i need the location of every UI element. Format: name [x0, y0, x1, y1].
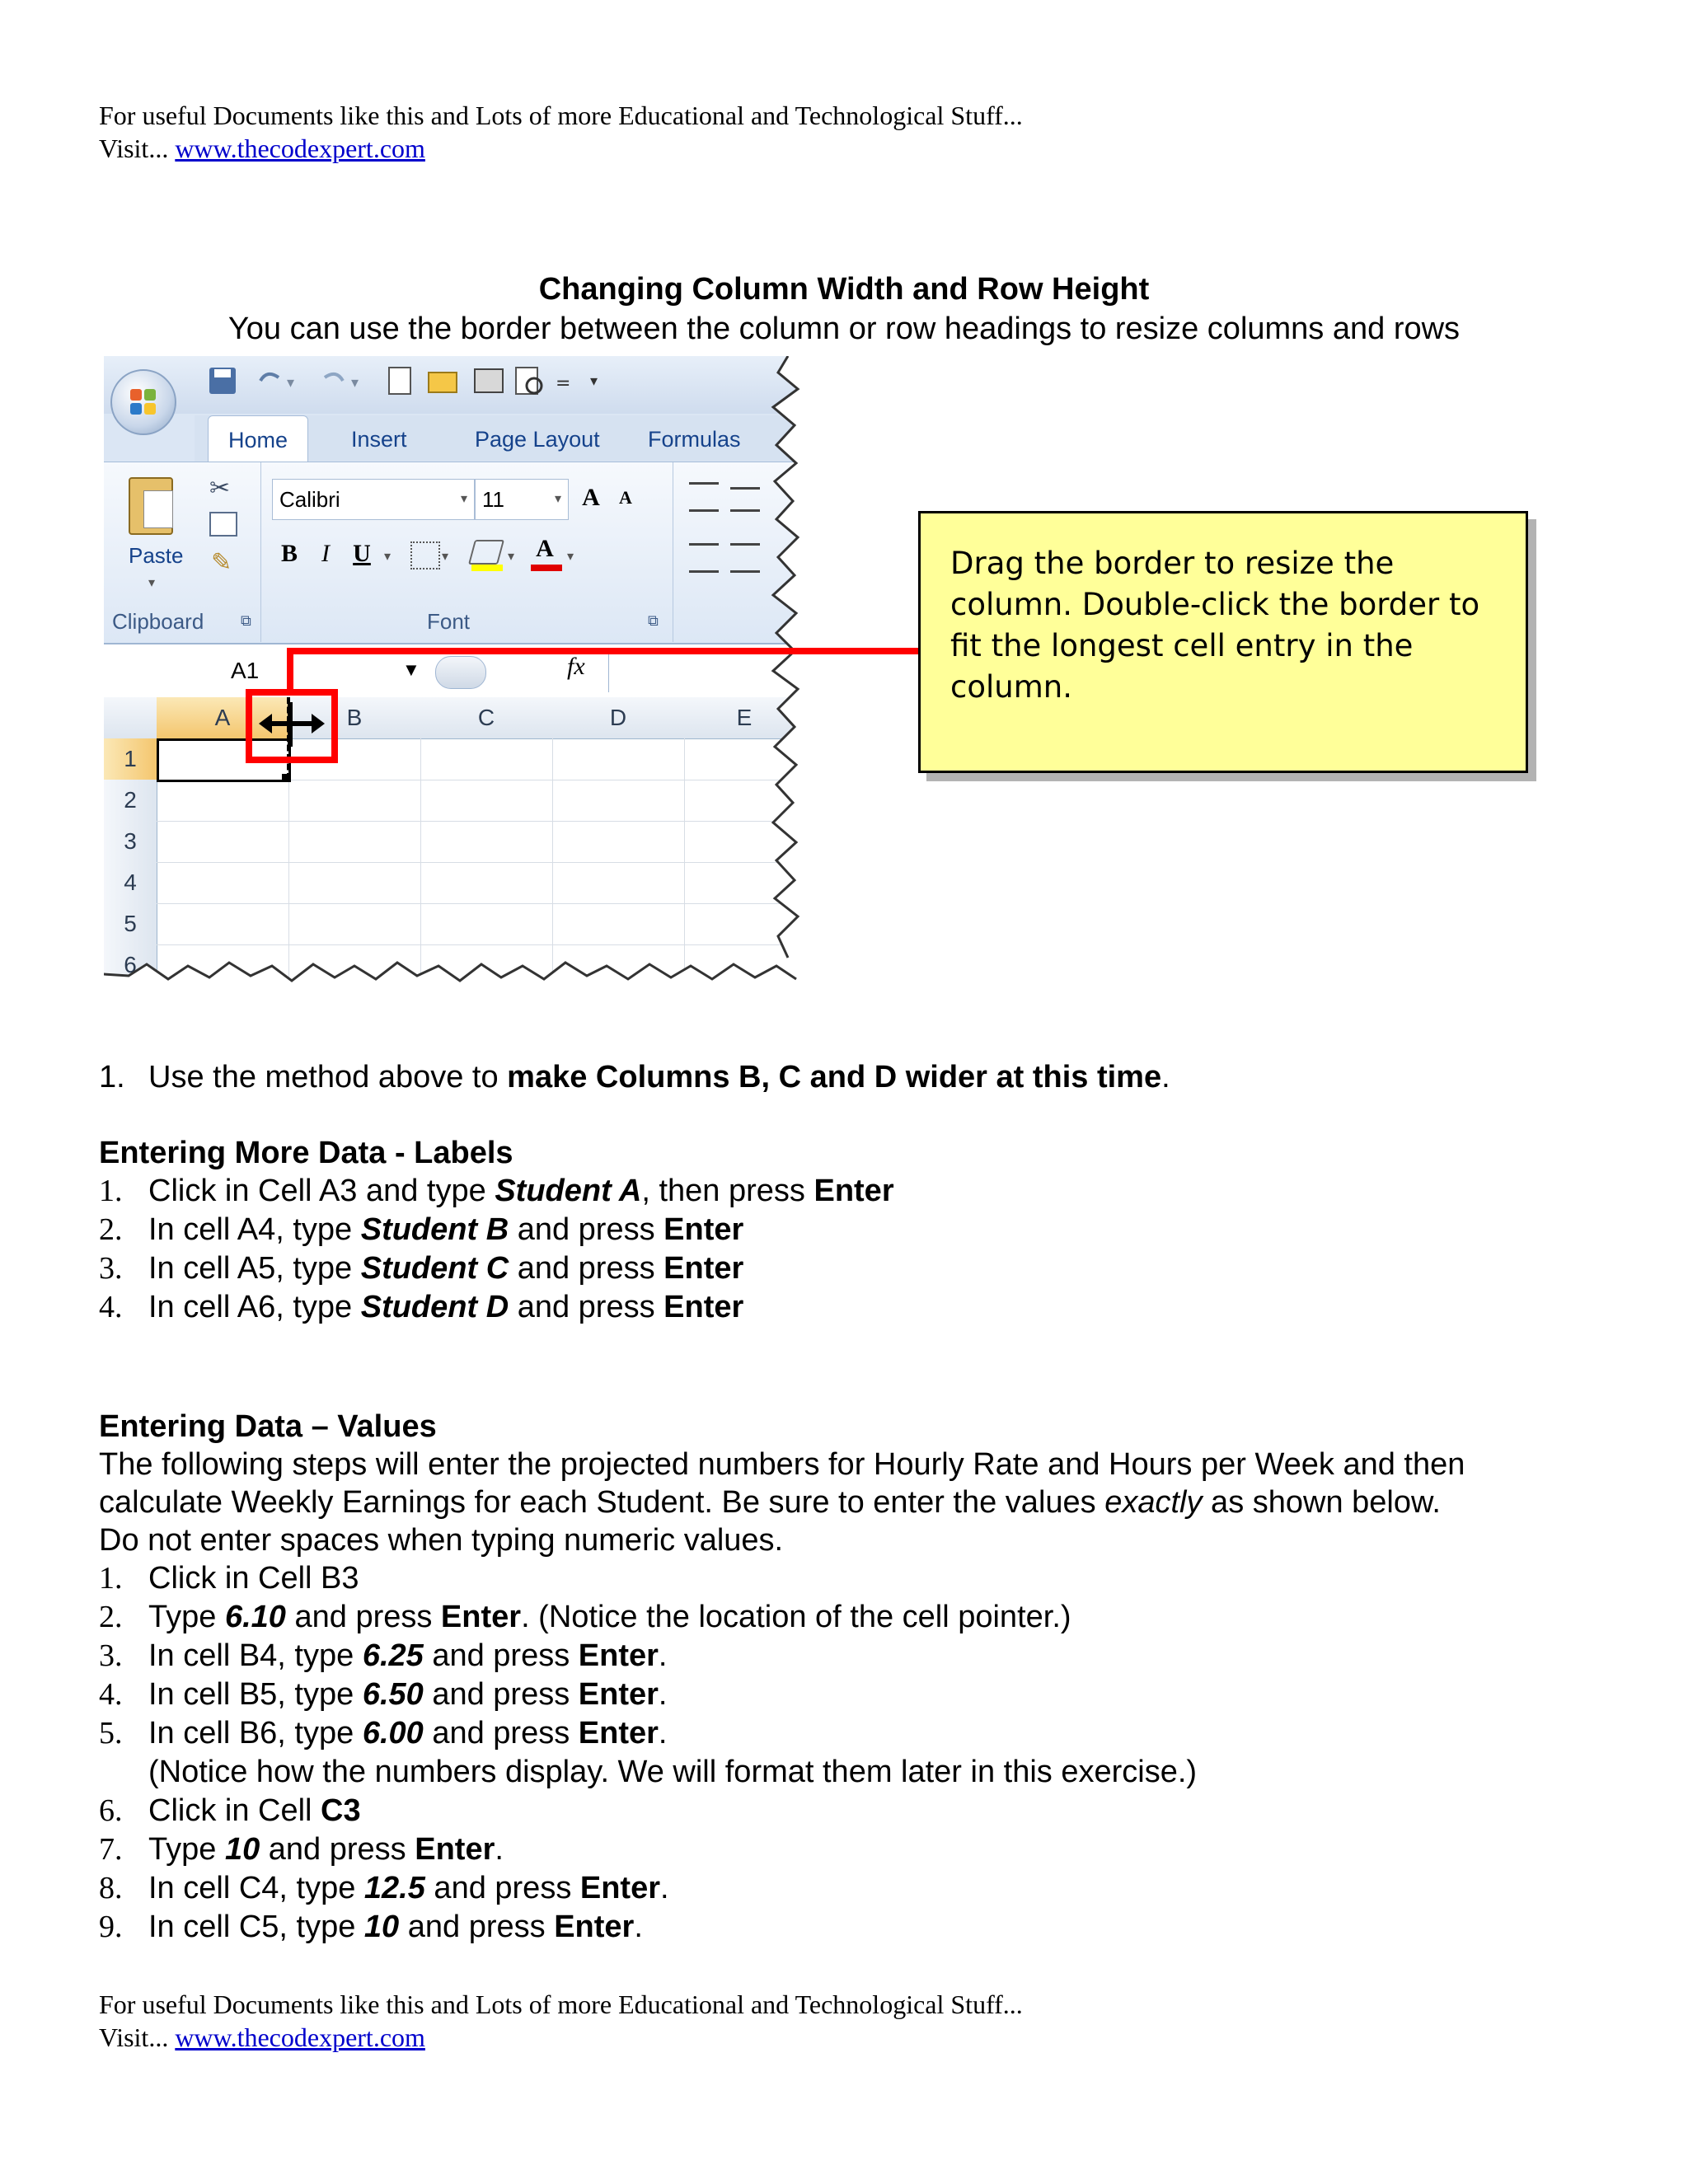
font-size-value: 11 — [482, 487, 504, 512]
paste-button-label[interactable]: Paste — [129, 543, 184, 568]
bold-button[interactable]: B — [280, 540, 298, 567]
chevron-down-icon: ▾ — [460, 492, 467, 506]
step-text: In cell C4, type — [148, 1871, 364, 1905]
step-text: Type — [148, 1832, 225, 1867]
shrink-font-button[interactable]: A — [619, 487, 632, 508]
step-value: Student D — [360, 1290, 509, 1324]
font-launcher-icon[interactable]: ⧉ — [648, 612, 659, 630]
format-painter-icon[interactable]: ✎ — [211, 548, 232, 577]
svg-text:=: = — [556, 373, 571, 394]
step-value: Student B — [360, 1212, 509, 1247]
step-text: and press — [423, 1638, 579, 1673]
values-intro-line: The following steps will enter the projected numbers for Hourly Rate and Hours per Week and then — [99, 1447, 1465, 1482]
chevron-down-icon: ▼ — [402, 659, 420, 680]
step-text: In cell B6, type — [148, 1716, 363, 1750]
step-number: 1. — [99, 1060, 125, 1094]
name-box-value: A1 — [231, 658, 260, 683]
step-number: 1. — [99, 1561, 123, 1596]
list-item — [99, 1830, 1465, 1869]
step-text: . — [658, 1638, 668, 1673]
step-text: In cell A5, type — [148, 1251, 361, 1286]
row-header-5[interactable]: 5 — [104, 903, 157, 945]
font-color-dropdown-icon[interactable]: ▾ — [567, 548, 574, 564]
step-text: Click in Cell A3 and type — [148, 1174, 495, 1208]
step-value: 6.50 — [362, 1677, 424, 1712]
page-subtitle: You can use the border between the column or row headings to resize columns and rows — [227, 312, 1461, 346]
step-text: and press — [285, 1600, 441, 1634]
step-text: Click in Cell — [148, 1793, 321, 1828]
borders-dropdown-icon[interactable]: ▾ — [442, 548, 449, 564]
labels-steps — [99, 1172, 894, 1327]
step-text: and press — [423, 1716, 579, 1750]
step-text: In cell C5, type — [148, 1910, 364, 1944]
footer-visit-line — [99, 2021, 425, 2054]
list-item — [99, 1792, 1465, 1830]
svg-text:▾: ▾ — [590, 373, 598, 390]
step-key: C3 — [321, 1793, 361, 1828]
intro-emphasis: exactly — [1104, 1485, 1203, 1520]
step-number: 3. — [99, 1638, 123, 1673]
column-header-a[interactable]: A — [157, 697, 289, 739]
header-line — [99, 99, 1023, 132]
values-steps — [99, 1559, 1465, 1947]
step-key: Enter — [578, 1638, 659, 1673]
column-header-c[interactable]: C — [420, 697, 553, 739]
list-item — [99, 1559, 1465, 1598]
cut-icon[interactable]: ✂ — [209, 474, 231, 503]
callout-box — [918, 511, 1528, 773]
intro-text: calculate Weekly Earnings for each Student. Be sure to enter the values — [99, 1485, 1105, 1520]
svg-text:▾: ▾ — [287, 374, 295, 391]
grow-font-button[interactable]: A — [582, 484, 600, 511]
tab-formulas[interactable]: Formulas — [648, 427, 741, 452]
step-text: and press — [509, 1290, 664, 1324]
list-item — [99, 1598, 1465, 1637]
font-group-label: Font — [427, 609, 471, 634]
footer-line — [99, 1988, 1023, 2021]
step-number: 4. — [99, 1677, 123, 1712]
step-text: . — [495, 1832, 504, 1867]
row-header-2[interactable]: 2 — [104, 780, 157, 822]
list-item — [99, 1637, 1465, 1675]
step-value: Student A — [495, 1174, 642, 1208]
step-number: 6. — [99, 1793, 123, 1828]
step-text-end: . — [1161, 1060, 1170, 1094]
step-number: 2. — [99, 1600, 123, 1634]
column-header-d[interactable]: D — [552, 697, 685, 739]
step-text: and press — [509, 1212, 664, 1247]
step-value: 12.5 — [363, 1871, 425, 1905]
underline-button[interactable]: U — [353, 540, 371, 567]
column-header-e[interactable]: E — [684, 697, 804, 739]
list-item-note — [99, 1753, 1465, 1792]
step-text: In cell B5, type — [148, 1677, 363, 1712]
paste-dropdown-icon[interactable]: ▾ — [148, 574, 156, 590]
step-text: Click in Cell B3 — [148, 1561, 359, 1596]
step-value: 10 — [363, 1910, 400, 1944]
step-text: and press — [424, 1871, 580, 1905]
step-value: 10 — [224, 1832, 260, 1867]
step-text: and press — [260, 1832, 415, 1867]
step-text: and press — [509, 1251, 664, 1286]
footer-link[interactable]: www.thecodexpert.com — [175, 2022, 425, 2052]
method-step — [99, 1058, 1170, 1096]
row-header-3[interactable]: 3 — [104, 821, 157, 863]
step-key: Enter — [663, 1212, 744, 1247]
step-key: Enter — [415, 1832, 495, 1867]
step-key: Enter — [579, 1871, 661, 1905]
chevron-down-icon: ▾ — [554, 492, 561, 506]
intro-text: as shown below. — [1202, 1485, 1441, 1520]
step-value: 6.25 — [362, 1638, 424, 1673]
italic-button[interactable]: I — [321, 540, 330, 567]
step-value: 6.10 — [224, 1600, 286, 1634]
step-text: In cell A4, type — [148, 1212, 361, 1247]
labels-section — [99, 1134, 894, 1327]
fx-icon[interactable]: fx — [567, 653, 585, 680]
step-number: 2. — [99, 1212, 123, 1247]
step-number: 7. — [99, 1832, 123, 1867]
step-text: and press — [423, 1677, 579, 1712]
header-text: For useful Documents like this and Lots of more Educational and Technological Stuff... — [99, 101, 1023, 130]
values-intro-line — [99, 1483, 1465, 1521]
header-link[interactable]: www.thecodexpert.com — [175, 134, 425, 163]
step-key: Enter — [814, 1174, 894, 1208]
step-key: Enter — [578, 1677, 659, 1712]
list-item — [99, 1908, 1465, 1947]
step-text: Type — [148, 1600, 225, 1634]
list-item — [99, 1211, 894, 1249]
step-text: . — [660, 1871, 669, 1905]
step-text: . (Notice the location of the cell pointer.) — [521, 1600, 1071, 1634]
step-value: Student C — [360, 1251, 509, 1286]
step-text: . — [658, 1677, 668, 1712]
clipboard-group-label: Clipboard — [112, 609, 204, 634]
step-text-bold: make Columns B, C and D wider at this time — [507, 1060, 1162, 1094]
labels-heading: Entering More Data - Labels — [99, 1136, 513, 1170]
clipboard-launcher-icon[interactable]: ⧉ — [241, 612, 251, 630]
row-header-4[interactable]: 4 — [104, 862, 157, 904]
list-item — [99, 1288, 894, 1327]
step-key: Enter — [440, 1600, 522, 1634]
step-text: In cell B4, type — [148, 1638, 363, 1673]
step-text: In cell A6, type — [148, 1290, 361, 1324]
row-header-1[interactable]: 1 — [104, 738, 157, 780]
step-text: . — [634, 1910, 643, 1944]
values-section — [99, 1408, 1465, 1947]
step-text: . — [658, 1716, 668, 1750]
step-number: 5. — [99, 1716, 123, 1750]
step-note: (Notice how the numbers display. We will format them later in this exercise.) — [148, 1755, 1198, 1789]
tab-home[interactable]: Home — [208, 415, 308, 462]
excel-screenshot — [104, 356, 804, 999]
values-intro-line: Do not enter spaces when typing numeric values. — [99, 1523, 784, 1558]
list-item — [99, 1869, 1465, 1908]
font-color-button[interactable]: A — [536, 535, 554, 562]
header-visit-line — [99, 132, 425, 165]
step-number: 9. — [99, 1910, 123, 1944]
font-name-value: Calibri — [279, 487, 340, 512]
step-text: and press — [399, 1910, 555, 1944]
tab-insert[interactable]: Insert — [351, 427, 407, 452]
header-visit-text: Visit... — [99, 134, 169, 163]
step-number: 4. — [99, 1290, 123, 1324]
column-header-b[interactable]: B — [288, 697, 421, 739]
step-key: Enter — [554, 1910, 635, 1944]
row-header-6[interactable]: 6 — [104, 944, 157, 987]
list-item — [99, 1714, 1465, 1753]
list-item — [99, 1172, 894, 1211]
step-text: , then press — [641, 1174, 814, 1208]
step-number: 8. — [99, 1871, 123, 1905]
footer-visit-text: Visit... — [99, 2022, 169, 2052]
step-number: 1. — [99, 1174, 123, 1208]
step-number: 3. — [99, 1251, 123, 1286]
svg-text:▾: ▾ — [351, 374, 359, 391]
footer-text: For useful Documents like this and Lots of more Educational and Technological Stuff... — [99, 1990, 1023, 2019]
list-item — [99, 1675, 1465, 1714]
step-key: Enter — [663, 1251, 744, 1286]
page-title: Changing Column Width and Row Height — [538, 272, 1150, 307]
step-key: Enter — [663, 1290, 744, 1324]
step-text: Use the method above to — [148, 1060, 508, 1094]
list-item — [99, 1249, 894, 1288]
fill-dropdown-icon[interactable]: ▾ — [508, 548, 515, 564]
torn-edge — [104, 356, 804, 999]
values-heading: Entering Data – Values — [99, 1409, 437, 1444]
tab-page-layout[interactable]: Page Layout — [475, 427, 600, 452]
step-value: 6.00 — [362, 1716, 424, 1750]
callout-text: Drag the border to resize the column. Double-click the border to fit the longest cell entry in the column. — [950, 546, 1480, 705]
step-key: Enter — [578, 1716, 659, 1750]
underline-dropdown-icon[interactable]: ▾ — [384, 548, 392, 564]
